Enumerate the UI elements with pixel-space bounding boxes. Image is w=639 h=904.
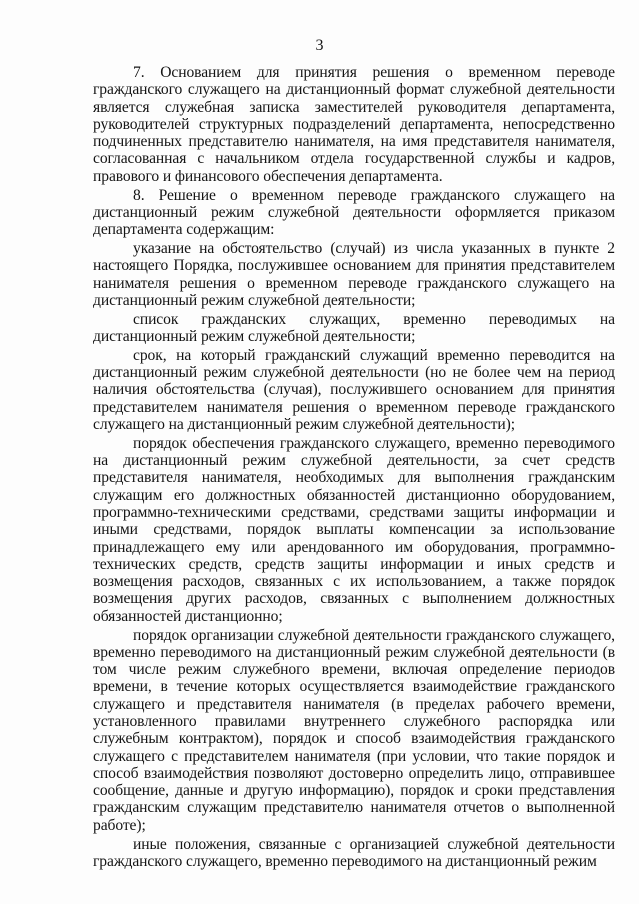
list-item-employee-list: список гражданских служащих, временно переводимых на дистанционный режим служебной деятельности; [93,310,615,345]
paragraph-7-basis: 7. Основанием для принятия решения о временном переводе гражданского служащего на дистанционный формат служебной деятельности является служебная записка заместителей руководителя департамента, руководителей структурных подразделений департамента, непосредственно подчиненных представителю нанимателя, на имя представителя нанимателя, согласованная с начальником отдела государственной службы и кадров, правового и финансового обеспечения департамента. [93,64,615,185]
list-item-other-provisions: иные положения, связанные с организацией служебной деятельности гражданского служащего, временно переводимого на дистанционный режим [93,835,615,870]
list-item-circumstance: указание на обстоятельство (случай) из числа указанных в пункте 2 настоящего Порядка, послужившее основанием для принятия представителем нанимателя решения о временном переводе гражданского служащего на дистанционный режим служебной деятельности; [93,239,615,309]
paragraph-8-decision: 8. Решение о временном переводе гражданского служащего на дистанционный режим служебной деятельности оформляется приказом департамента содержащим: [93,186,615,239]
list-item-equipment-provision: порядок обеспечения гражданского служащего, временно переводимого на дистанционный режим служебной деятельности, за счет средств представителя нанимателя, необходимых для выполнения гражданским служащим его должностных обязанностей дистанционно оборудованием, программно-техническими средствами, средствами защиты информации и иными средствами, порядок выплаты компенсации за использование принадлежащего ему или арендованного им оборудования, программно-технических средств, средств защиты информации и иных средств и возмещения расходов, связанных с их использованием, а также порядок возмещения других расходов, связанных с выполнением должностных обязанностей дистанционно; [93,434,615,625]
list-item-work-organization: порядок организации служебной деятельности гражданского служащего, временно переводимого на дистанционный режим служебной деятельности (в том числе режим служебного времени, включая определение периодов времени, в течение которых осуществляется взаимодействие гражданского служащего и представителя нанимателя (в пределах рабочего времени, установленного правилами внутреннего служебного распорядка или служебным контрактом), порядок и способ взаимодействия гражданского служащего с представителем нанимателя (при условии, что такие порядок и способ взаимодействия позволяют достоверно определить лицо, отправившее сообщение, данные и другую информацию), порядок и сроки представления гражданским служащим представителю нанимателя отчетов о выполненной работе); [93,626,615,834]
list-item-term: срок, на который гражданский служащий временно переводится на дистанционный режим служебной деятельности (но не более чем на период наличия обстоятельства (случая), послужившего основанием для принятия представителем нанимателя решения о временном переводе гражданского служащего на дистанционный режим служебной деятельности); [93,346,615,433]
page-number: 3 [315,37,324,54]
document-body [93,64,615,872]
